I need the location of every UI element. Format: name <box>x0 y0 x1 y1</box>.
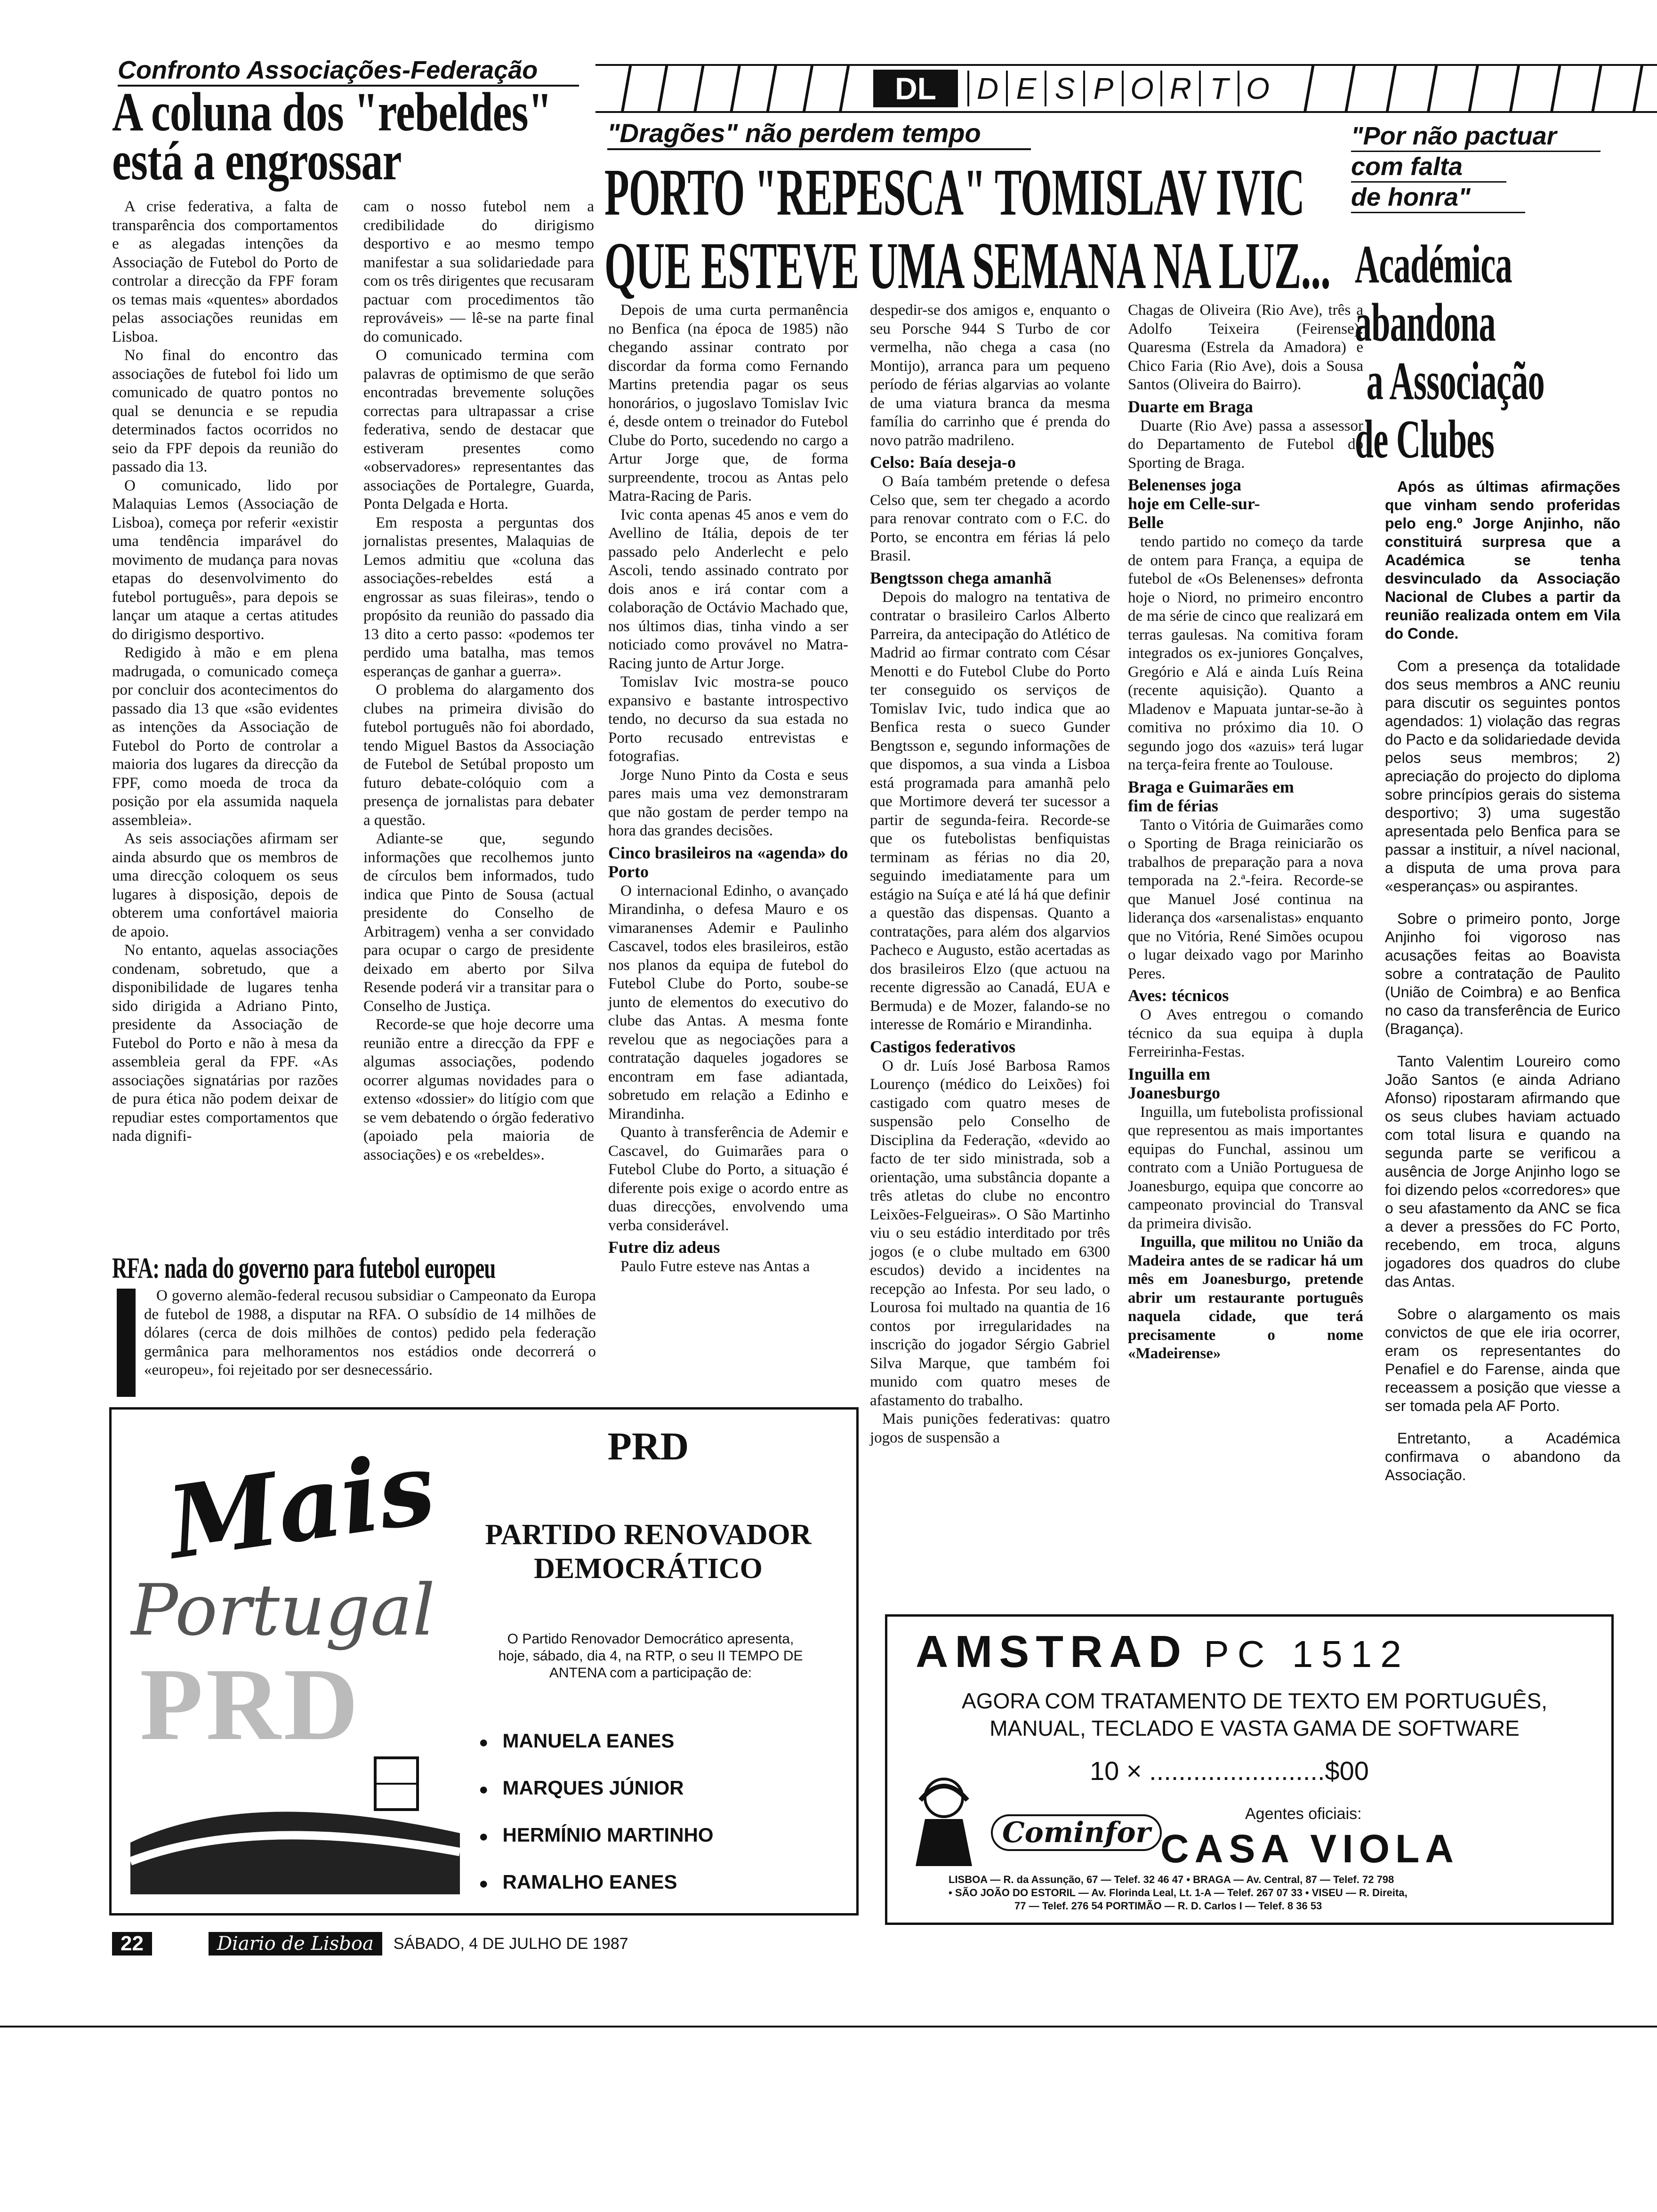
prd-poster-letters: PRD <box>140 1647 362 1762</box>
footer <box>112 1931 959 1956</box>
left-story-headline: A coluna dos "rebeldes" está a engrossar <box>112 81 552 192</box>
subheading: Celso: Baía deseja-o <box>870 453 1016 472</box>
section-banner <box>595 64 1657 113</box>
section-letter: T <box>1199 71 1238 106</box>
prd-participant: ● RAMALHO EANES <box>479 1871 677 1893</box>
page-number: 22 <box>112 1932 152 1956</box>
paragraph: Redigido à mão e em plena madrugada, o comunicado começa por concluir dos acontecimentos do passado dia 13 que «são evidentes as intenções da Associação de Futebol do Porto de controlar a maioria dos lugares da direcção da FPF, como moeda de troca da posição por ela assumida naquela assembleia». <box>112 644 338 829</box>
subheading: Duarte em Braga <box>1128 397 1253 416</box>
footer-date: SÁBADO, 4 DE JULHO DE 1987 <box>393 1934 628 1953</box>
paragraph: Recorde-se que hoje decorre uma reunião entre a direcção da FPF e algumas associações, podendo ocorrer algumas novidades para o extenso «dossier» do litígio com que se vem debatendo o órgão federativo (apoiado pela maioria de associações) e os «rebeldes». <box>363 1016 594 1163</box>
prd-poster-script: Portugal <box>130 1570 435 1651</box>
section-letter: D <box>967 71 1006 106</box>
amstrad-agents-label: Agentes oficiais: <box>1245 1805 1362 1823</box>
subheading: Aves: técnicos <box>1128 986 1229 1005</box>
amstrad-tagline: AGORA COM TRATAMENTO DE TEXTO EM PORTUGUÊS, MANUAL, TECLADO E VASTA GAMA DE SOFTWARE <box>962 1689 1547 1740</box>
rfa-bar <box>117 1289 136 1397</box>
paragraph: No final do encontro das associações de futebol foi lido um comunicado de quatro pontos no qual se denuncia e se repudia determinados factos ocorridos no seio da FPF depois da reunião do passado dia 13. <box>112 347 338 475</box>
prd-poster <box>130 1428 460 1894</box>
left-story-col1 <box>112 198 338 1146</box>
paragraph: cam o nosso futebol nem a credibilidade do dirigismo desportivo e ao mesmo tempo manifestar a sua solidariedade para com os três dirigentes que recusaram pactuar com procedimentos tão reprováveis» — lê-se na parte final do comunicado. <box>363 198 594 345</box>
mascot-icon <box>901 1772 986 1875</box>
section-title <box>967 71 1278 106</box>
porto-headline: PORTO "REPESCA" TOMISLAV IVIC QUE ESTEVE UMA SEMANA NA LUZ... <box>604 155 1331 303</box>
paragraph: As seis associações afirmam ser ainda absurdo que os membros de uma direcção coloquem os seus lugares à disposição, depois de obterem uma confortável maioria de apoio. <box>112 830 338 940</box>
section-letter: O <box>1238 71 1278 106</box>
academica-headline: Académica abandona a Associação de Clubes <box>1355 234 1544 470</box>
prd-poster-script: Mais <box>161 1429 442 1582</box>
cominfor-logo: Cominfor <box>991 1814 1162 1851</box>
left-story-kicker: Confronto Associações-Federação <box>118 56 579 87</box>
amstrad-price: 10 × ........................$00 <box>1090 1756 1369 1786</box>
paragraph: O problema do alargamento dos clubes na primeira divisão do futebol português não foi abordado, tendo Miguel Bastos da Associação de Futebol de Setúbal proposto um futuro debate-colóquio com a presença de jornalistas para debater a questão. <box>363 681 594 829</box>
banner-stripes-right <box>1273 66 1657 111</box>
rfa-headline: RFA: nada do governo para futebol europeu <box>112 1252 496 1284</box>
prd-participants <box>479 1730 818 1918</box>
amstrad-ad <box>885 1614 1614 1925</box>
banner-stripes-left <box>595 66 859 111</box>
section-letter: R <box>1160 71 1199 106</box>
amstrad-address: LISBOA — R. da Assunção, 67 — Telef. 32 46 47 • BRAGA — Av. Central, 87 — Telef. 72 798 • SÃO JOÃO DO ESTORIL — Av. Florinda Leal, Lt. 1-A — Telef. 267 07 33 • VISEU — R. Direita, 77 — Telef. 276 54 PORTIMÃO — R. D. Carlos I — Telef. 8 36 53 <box>949 1874 1408 1912</box>
subheading: Bengtsson chega amanhã <box>870 568 1052 587</box>
prd-participant: ● MARQUES JÚNIOR <box>479 1777 684 1799</box>
section-letter: E <box>1006 71 1045 106</box>
dl-logo: DL <box>873 70 958 107</box>
prd-party-name: PARTIDO RENOVADOR DEMOCRÁTICO <box>485 1519 812 1585</box>
prd-title: PRD <box>607 1425 689 1468</box>
prd-intro: O Partido Renovador Democrático apresenta, hoje, sábado, dia 4, na RTP, o seu II TEMPO DE ANTENA com a participação de: <box>498 1631 803 1681</box>
subheading: Braga e Guimarães em fim de férias <box>1128 777 1294 815</box>
rfa-body: O governo alemão-federal recusou subsidiar o Campeonato da Europa de futebol de 1988, a disputar na RFA. O subsídio de 14 milhões de dólares (cerca de dois milhões de contos) pedido pela federação germânica para melhoramentos nos estádios onde decorrerá o «europeu», foi rejeitado por ser desnecessário. <box>144 1287 596 1378</box>
prd-participant: ● MANUELA EANES <box>479 1730 675 1752</box>
section-letter: O <box>1122 71 1160 106</box>
paragraph: O comunicado termina com palavras de optimismo de que serão encontradas brevemente soluções correctas para ultrapassar a crise federativa, sendo de destacar que estiveram presentes como «observadores» representantes das associações de Portalegre, Guarda, Ponta Delgada e Horta. <box>363 347 594 513</box>
porto-col3: Chagas de Oliveira (Rio Ave), três a Adolfo Teixeira (Feirense). Quaresma (Estrela da Amadora) e Chico Faria (Rio Ave), dois a Sousa Santos (Oliveira do Bairro). Duarte em Braga Duarte (Rio Ave) passa a assessor do Departamento de Futebol do Sporting de Braga. Belenenses joga hoje em Celle-sur-Belle tendo partido no começo da tarde de ontem para França, a equipa de futebol de «Os Belenenses» defronta hoje o Niord, no primeiro encontro de ma série de cinco que realizará em terras gaulesas. Na comitiva foram integrados os ex-juniores Gonçalves, Gregório e Alá e ainda Luís Reina (recente aquisição). Quanto a Mladenov e Mapuata juntar-se-ão à comitiva no próximo dia 10. O segundo jogo dos «azuis» terá lugar na terça-feira frente ao Toulouse. Braga e Guimarães em fim de férias Tanto o Vitória de Guimarães como o Sporting de Braga reiniciarão os trabalhos de preparação para a nova temporada na 2.ª-feira. Recorde-se que Manuel José continua na liderança dos «arsenalistas» enquanto que no Vitória, René Simões ocupou o lugar deixado vago por Marinho Peres. Aves: técnicos O Aves entregou o comando técnico da sua equipa à dupla Ferreirinha-Festas. Inguilla em Joanesburgo Inguilla, um futebolista profissional que representou as mais importantes equipas do Funchal, assinou um contrato com a União Portuguesa de Joanesburgo, equipa que concorre ao campeonato provincial do Transval da primeira divisão. Inguilla, que militou no União da Madeira antes de se radicar há um mês em Joanesburgo, pretende abrir um restaurante português naquela cidade, que terá precisamente o nome «Madeirense» <box>1128 302 1363 1362</box>
paragraph: O comunicado, lido por Malaquias Lemos (Associação de Lisboa), começa por referir «existir uma tendência imparável do movimento de mudança para novas etapas do desenvolvimento do futebol português», para depois se lançar um ataque a certas atitudes do dirigismo desportivo. <box>112 477 338 643</box>
paragraph: Em resposta a perguntas dos jornalistas presentes, Malaquias de Lemos admitiu que «coluna das associações-rebeldes está a engrossar as suas fileiras», tendo o propósito da reunião do passado dia 13 dito a certo passo: «podemos ter perdido uma batalha, mas temos esperanças de ganhar a guerra». <box>363 514 594 680</box>
porto-col1: Depois de uma curta permanência no Benfica (na época de 1985) não chegando assinar contrato por discordar da forma como Fernando Martins pretendia pagar os seus honorários, o jugoslavo Tomislav Ivic é, desde ontem o treinador do Futebol Clube do Porto, sucedendo no cargo a Artur Jorge que, de forma surpreendente, trocou as Antas pelo Matra-Racing de Paris. Ivic conta apenas 45 anos e vem do Avellino de Itália, depois de ter passado pelo Anderlecht e pelo Ascoli, tendo assinado contrato por dois anos e irá contar com a colaboração de Octávio Machado que, nos últimos dias, tinha vindo a ser noticiado como provável no Matra-Racing junto de Artur Jorge. Tomislav Ivic mostra-se pouco expansivo e bastante introspectivo tendo, no decurso da sua estada no Porto recusado entrevistas e fotografias. Jorge Nuno Pinto da Costa e seus pares mais uma vez demonstraram que não gostam de perder tempo na hora das grandes decisões. Cinco brasileiros na «agenda» do Porto O internacional Edinho, o avançado Mirandinha, o defesa Mauro e os vimaranenses Ademir e Paulinho Cascavel, todos eles brasileiros, estão nos planos da equipa de futebol do Futebol Clube do Porto, soube-se junto de elementos do executivo do clube das Antas. A mesma fonte revelou que as negociações para a contratação daqueles jogadores se encontram em fase adiantada, sobretudo em relação a Edinho e Mirandinha. Quanto à transferência de Ademir e Cascavel, do Guimarães para o Futebol Clube do Porto, a situação é diferente pois exige o acordo entre as duas direcções, envolvendo uma verba considerável. Futre diz adeus Paulo Futre esteve nas Antas a <box>608 302 848 1275</box>
amstrad-brand: AMSTRAD PC 1512 <box>916 1627 1410 1677</box>
prd-ad <box>109 1407 859 1915</box>
academica-body: Após as últimas afirmações que vinham sendo proferidas pelo eng.º Jorge Anjinho, não constituirá surpresa que a Académica se tenha desvinculado da Associação Nacional de Clubes a partir da reunião realizada ontem em Vila do Conde. Com a presença da totalidade dos seus membros a ANC reuniu para discutir os seguintes pontos agendados: 1) violação das regras do Pacto e da solidariedade devida pelos seus membros; 2) apreciação do projecto do diploma sobre princípios gerais do sistema desportivo; 3) uma sugestão apresentada pelo Benfica para se passar a instituir, a nível nacional, a disputa de uma prova para «esperanças» ou aspirantes. Sobre o primeiro ponto, Jorge Anjinho foi vigoroso nas acusações feitas ao Boavista sobre a contratação de Paulito (União de Coimbra) e ao Benfica no caso da transferência de Eurico (Bragança). Tanto Valentim Loureiro como João Santos (e ainda Adriano Afonso) ripostaram afirmando que os seus clubes haviam actuado com total lisura e quando na segunda parte se verificou a ausência de Jorge Anjinho logo se foi dizendo pelos «corredores» que o seu afastamento da ANC se fica a dever a pressões do FC Porto, recebendo, em troca, alguns jogadores dos quadros do clube das Antas. Sobre o alargamento os mais convictos de que ele iria ocorrer, eram os representantes do Penafiel e do Farense, ainda que receassem a posição que viesse a ser tomada pela AF Porto. Entretanto, a Académica confirmava o abandono da Associação. <box>1385 478 1620 1483</box>
paragraph: No entanto, aquelas associações condenam, sobretudo, que a disponibilidade de lugares tenha sido dirigida a Adriano Pinto, presidente da Associação de Futebol do Porto e não à mesa da assembleia geral da FPF. «As associações signatárias por razões de pura ética não podem deixar de repudiar estes comportamentos que nada dignifi- <box>112 942 338 1145</box>
left-story-col2 <box>363 198 594 1164</box>
subheading: Castigos federativos <box>870 1037 1015 1056</box>
masthead: Diario de Lisboa <box>209 1932 382 1956</box>
subheading: Inguilla em Joanesburgo <box>1128 1064 1221 1102</box>
section-letter: P <box>1083 71 1122 106</box>
subheading: Cinco brasileiros na «agenda» do Porto <box>608 843 848 881</box>
paragraph: A crise federativa, a falta de transparência dos comportamentos e as alegadas intenções da Associação de Futebol do Porto de controlar a direcção da FPF foram os temas mais «quentes» abordados pelas associações reunidas em Lisboa. <box>112 198 338 345</box>
section-letter: S <box>1045 71 1083 106</box>
porto-kicker: "Dragões" não perdem tempo <box>607 118 1031 150</box>
subheading: Futre diz adeus <box>608 1238 720 1257</box>
academica-kicker: "Por não pactuar com falta de honra" <box>1351 121 1601 213</box>
page-bottom-rule <box>0 2026 1657 2028</box>
prd-participant: ● HERMÍNIO MARTINHO <box>479 1824 714 1846</box>
paragraph: Adiante-se que, segundo informações que recolhemos junto de círculos bem informados, tudo indica que Pinto de Sousa (actual presidente do Conselho de Arbitragem) venha a ser convidado para ocupar o cargo de presidente deixado em aberto por Silva Resende poderá vir a transitar para o Conselho de Justiça. <box>363 830 594 1015</box>
amstrad-dealer: CASA VIOLA <box>1160 1827 1459 1871</box>
porto-col2: despedir-se dos amigos e, enquanto o seu Porsche 944 S Turbo de cor vermelha, não chega a casa (no Montijo), arranca para um pequeno período de férias algarvias ao volante de uma viatura branca da mesma família do carrinho que é prenda do novo patrão madrileno. Celso: Baía deseja-o O Baía também pretende o defesa Celso que, sem ter chegado a acordo para renovar contrato com o F.C. do Porto, se encontra em férias lá pelo Brasil. Bengtsson chega amanhã Depois do malogro na tentativa de contratar o brasileiro Carlos Alberto Parreira, da antecipação do Atlético de Madrid ao firmar contrato com César Menotti e do Futebol Clube do Porto ter conseguido os serviços de Tomislav Ivic, tudo indica que ao Benfica resta o sueco Gunder Bengtsson e, segundo informações de que dispomos, a sua vinda a Lisboa está programada para amanhã pelo que Mortimore deverá ter sucessor a partir de segunda-feira. Recorde-se que os futebolistas benfiquistas terminam as férias no dia 20, seguindo imediatamente para um estágio na Suíça e até lá há que definir a questão das dispensas. Quanto a contratações, para além dos algarvios Pacheco e Augusto, estão acertadas as dos brasileiros Elzo (que actuou na recente digressão ao Canadá, EUA e Bermuda) e de Mozer, falando-se no interesse de Romário e Mirandinha. Castigos federativos O dr. Luís José Barbosa Ramos Lourenço (médico do Leixões) foi castigado com quatro meses de suspensão pelo Conselho de Disciplina da Federação, «devido ao facto de ter sido ministrada, sob a orientação, uma substância dopante a três atletas do clube no encontro Leixões-Felgueiras». O São Martinho viu o seu estádio interditado por três jogos (e o clube multado em 6300 escudos) devido a incidentes na recepção ao Infesta. Por seu lado, o Lourosa foi multado na quantia de 16 contos por irregularidades na inscrição do jogador Sérgio Gabriel Silva Marque, que também foi munido com quatro meses de afastamento do trabalho. Mais punições federativas: quatro jogos de suspensão a <box>870 302 1110 1446</box>
subheading: Belenenses joga hoje em Celle-sur-Belle <box>1128 475 1260 532</box>
